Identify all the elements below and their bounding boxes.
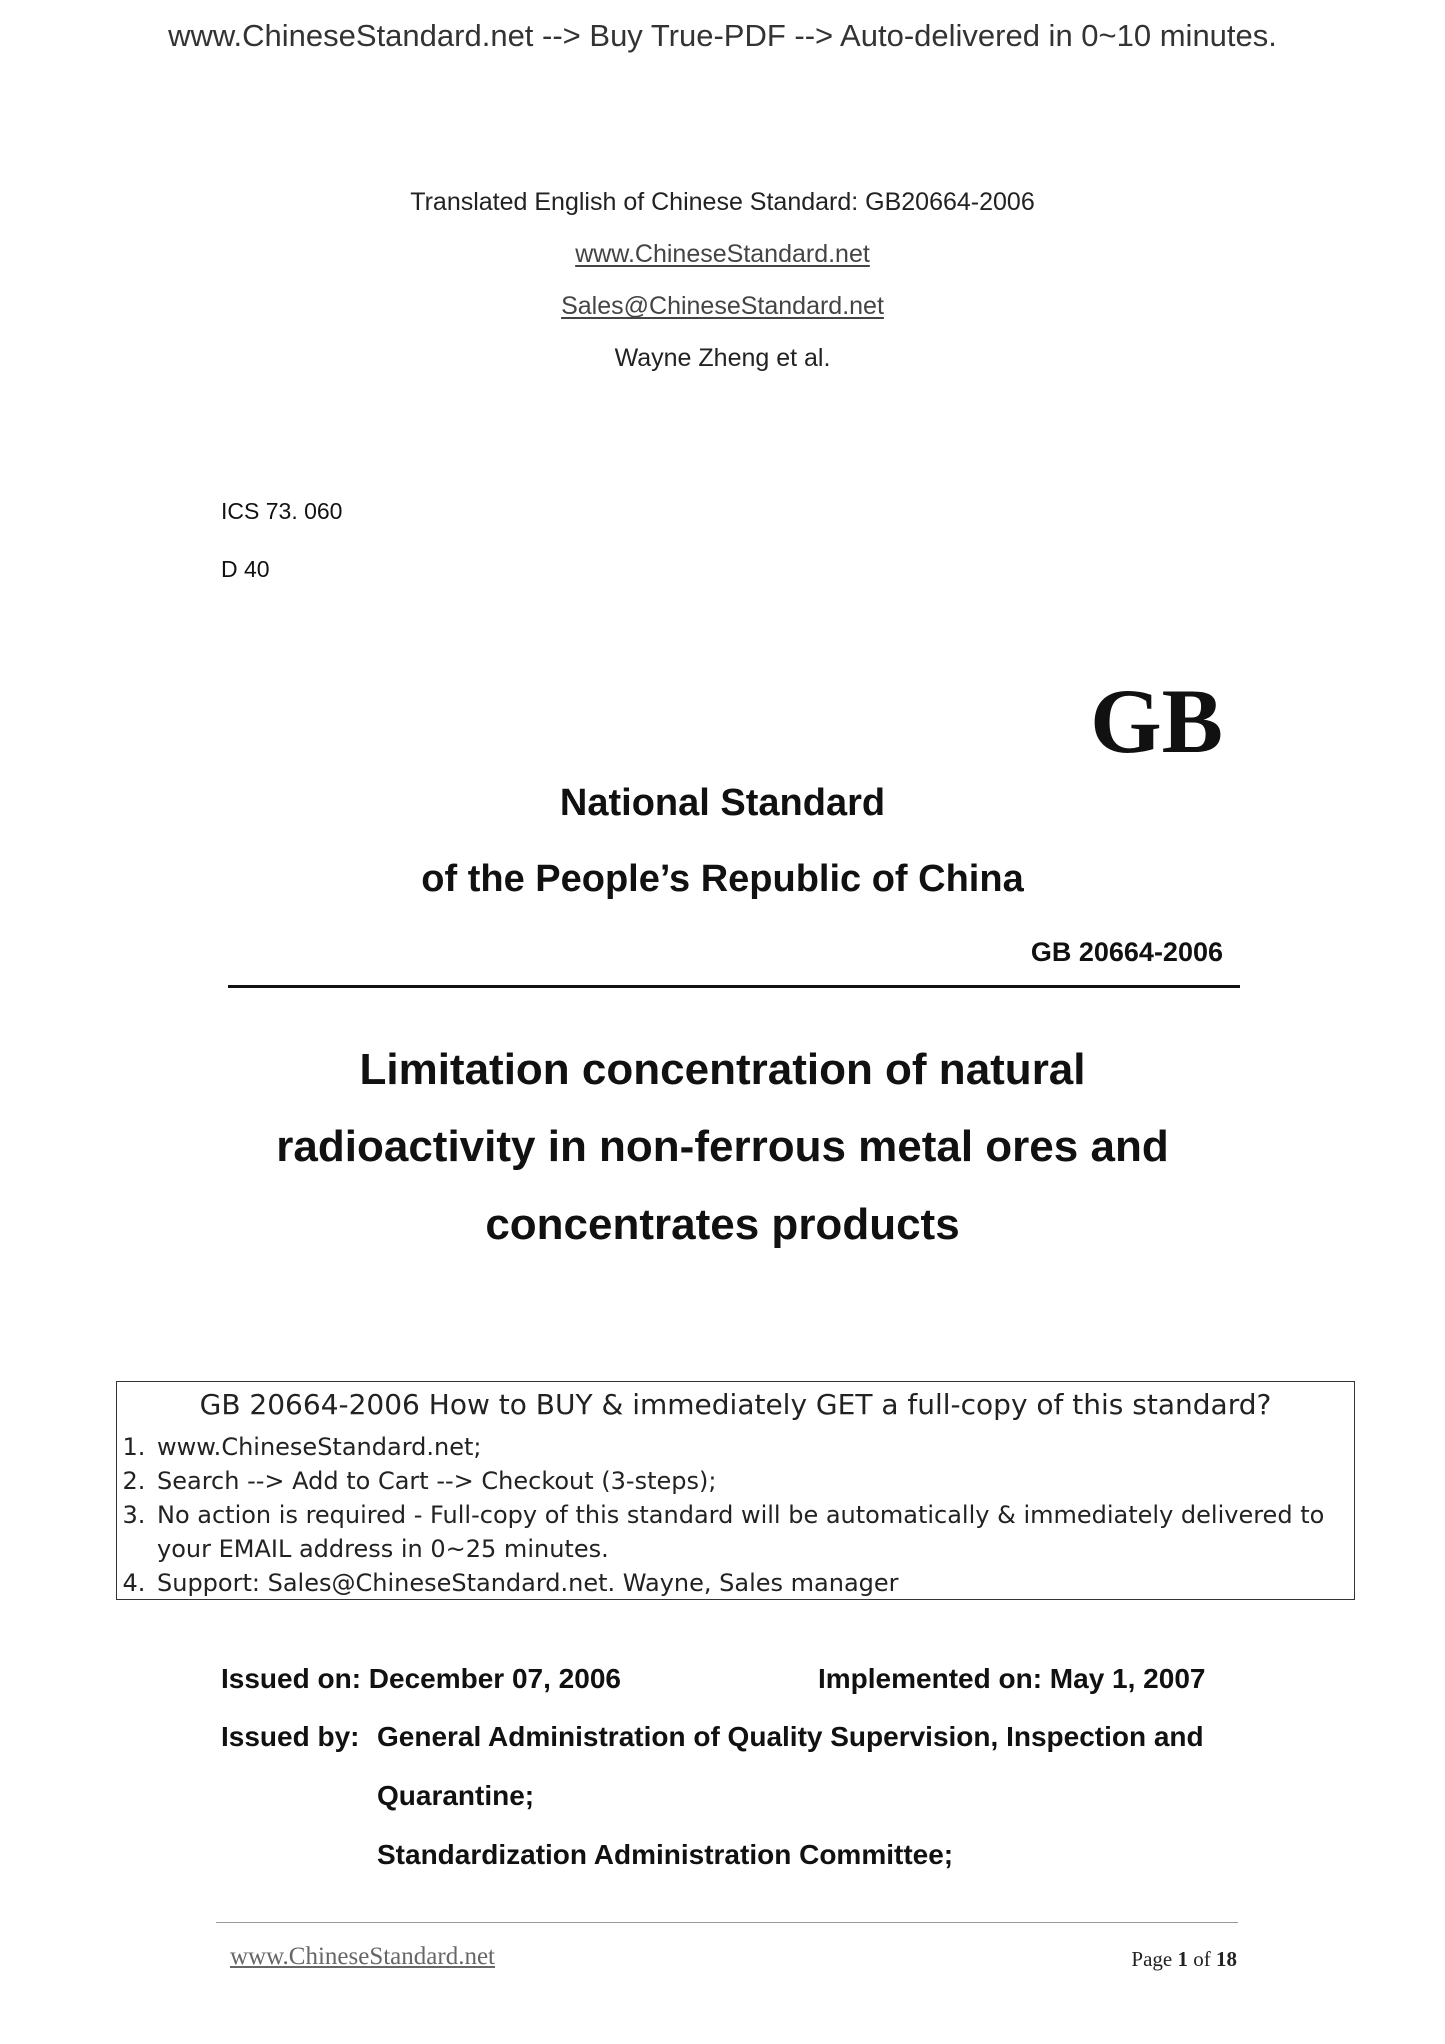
buy-step[interactable]: 1. www.ChineseStandard.net; — [153, 1430, 1354, 1464]
title-line-3: concentrates products — [485, 1200, 960, 1249]
page-total: 18 — [1216, 1947, 1237, 1971]
issued-by-label: Issued by: — [221, 1721, 360, 1752]
ics-code: ICS 73. 060 — [221, 498, 343, 524]
page-word: Page — [1131, 1947, 1173, 1971]
website-link[interactable]: www.ChineseStandard.net — [575, 240, 870, 268]
page-current: 1 — [1177, 1947, 1188, 1971]
national-standard-line2: of the People’s Republic of China — [421, 858, 1024, 900]
issued-by-line1: General Administration of Quality Supervision, Inspection and — [377, 1721, 1204, 1752]
author: Wayne Zheng et al. — [614, 344, 831, 372]
top-banner[interactable]: www.ChineseStandard.net --> Buy True-PDF --> Auto-delivered in 0~10 minutes. — [168, 18, 1277, 53]
buy-step: 2. Search --> Add to Cart --> Checkout (3-steps); — [153, 1464, 1354, 1498]
page-indicator — [1131, 1947, 1237, 1972]
buy-instructions-box — [116, 1381, 1355, 1600]
buy-box-heading: GB 20664-2006 How to BUY & immediately GET a full-copy of this standard? — [199, 1388, 1272, 1421]
implemented-on: Implemented on: May 1, 2007 — [818, 1663, 1206, 1694]
buy-step: 3. No action is required - Full-copy of this standard will be automatically & immediately delivered to your EMAIL address in 0~25 minutes. — [153, 1498, 1354, 1566]
buy-steps-list — [117, 1430, 1354, 1600]
issued-by-line3: Standardization Administration Committee; — [377, 1839, 954, 1870]
standard-number: GB 20664-2006 — [1030, 937, 1223, 967]
translated-line: Translated English of Chinese Standard: GB20664-2006 — [410, 188, 1035, 216]
gb-mark: GB — [1090, 670, 1223, 772]
footer-website-link[interactable]: www.ChineseStandard.net — [230, 1943, 495, 1970]
issued-by-line2: Quarantine; — [377, 1780, 535, 1811]
page-of: of — [1193, 1947, 1211, 1971]
title-line-1: Limitation concentration of natural — [359, 1045, 1086, 1094]
buy-step: 4. Support: Sales@ChineseStandard.net. Wayne, Sales manager — [153, 1566, 1354, 1600]
issued-on: Issued on: December 07, 2006 — [221, 1663, 621, 1694]
national-standard-line1: National Standard — [559, 782, 886, 824]
email-link[interactable]: Sales@ChineseStandard.net — [561, 292, 884, 320]
classification-code: D 40 — [221, 556, 270, 582]
title-line-2: radioactivity in non-ferrous metal ores and — [276, 1122, 1169, 1171]
header-divider — [228, 985, 1240, 988]
footer-divider — [216, 1922, 1238, 1923]
